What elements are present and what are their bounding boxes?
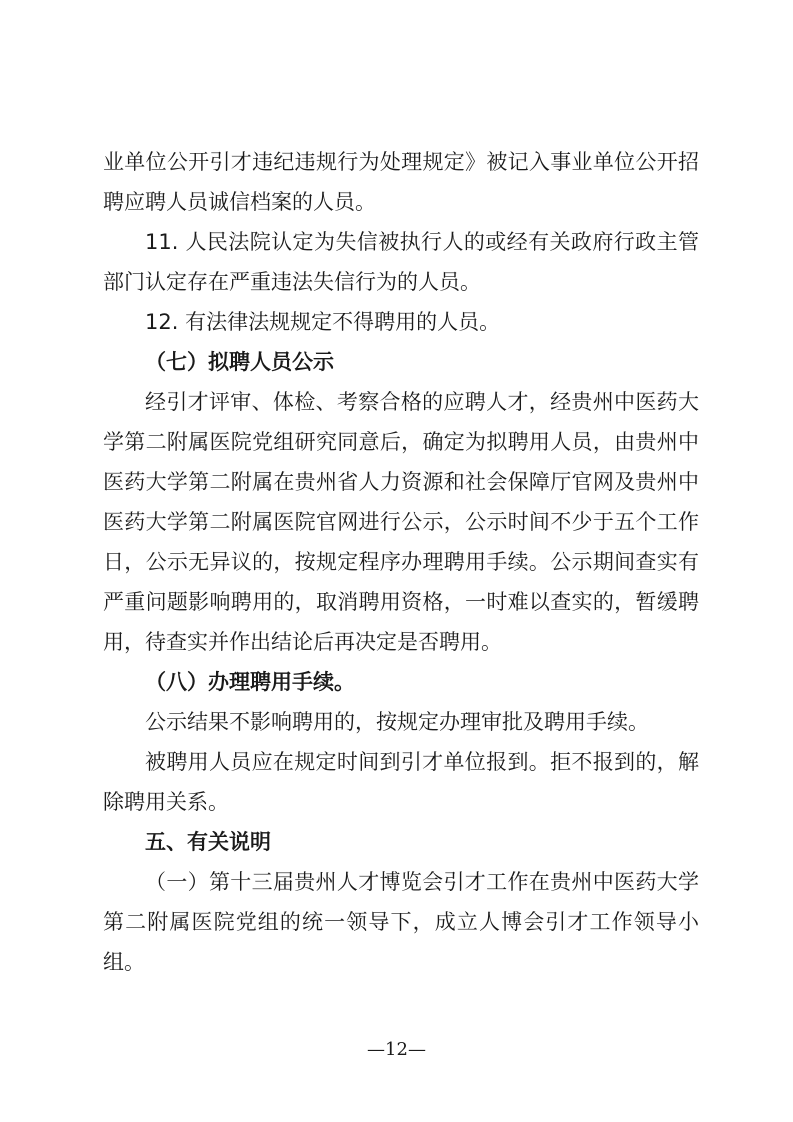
section-heading-public-notice: （七）拟聘人员公示 [145,350,334,374]
section-heading-notes: 五、有关说明 [145,830,271,854]
paragraph-approval: 公示结果不影响聘用的，按规定办理审批及聘用手续。 [145,710,649,734]
paragraph-public-notice: 经引才评审、体检、考察合格的应聘人才，经贵州中医药大学第二附属医院党组研究同意后，确定为拟聘用人员，由贵州中医药大学第二附属在贵州省人力资源和社会保障厅官网及贵州中医药大学第二附属医院官网进行公示，公示时间不少于五个工作日，公示无异议的，按规定程序办理聘用手续。公示期间查实有严重问题影响聘用的，取消聘用资格，一时难以查实的，暂缓聘用，待查实并作出结论后再决定是否聘用。 [103,390,699,654]
paragraph-note-1: （一）第十三届贵州人才博览会引才工作在贵州中医药大学第二附属医院党组的统一领导下，成立人博会引才工作领导小组。 [103,870,699,974]
paragraph-item-12: 12. 有法律法规规定不得聘用的人员。 [145,310,501,334]
paragraph-continuation: 业单位公开引才违纪违规行为处理规定》被记入事业单位公开招聘应聘人员诚信档案的人员。 [103,150,699,214]
document-body [103,142,699,982]
section-heading-employment-procedure: （八）办理聘用手续。 [145,670,355,694]
paragraph-item-11: 11. 人民法院认定为失信被执行人的或经有关政府行政主管部门认定存在严重违法失信行为的人员。 [103,230,699,294]
paragraph-report-duty: 被聘用人员应在规定时间到引才单位报到。拒不报到的，解除聘用关系。 [103,750,699,814]
page-number: —12— [367,1039,426,1060]
